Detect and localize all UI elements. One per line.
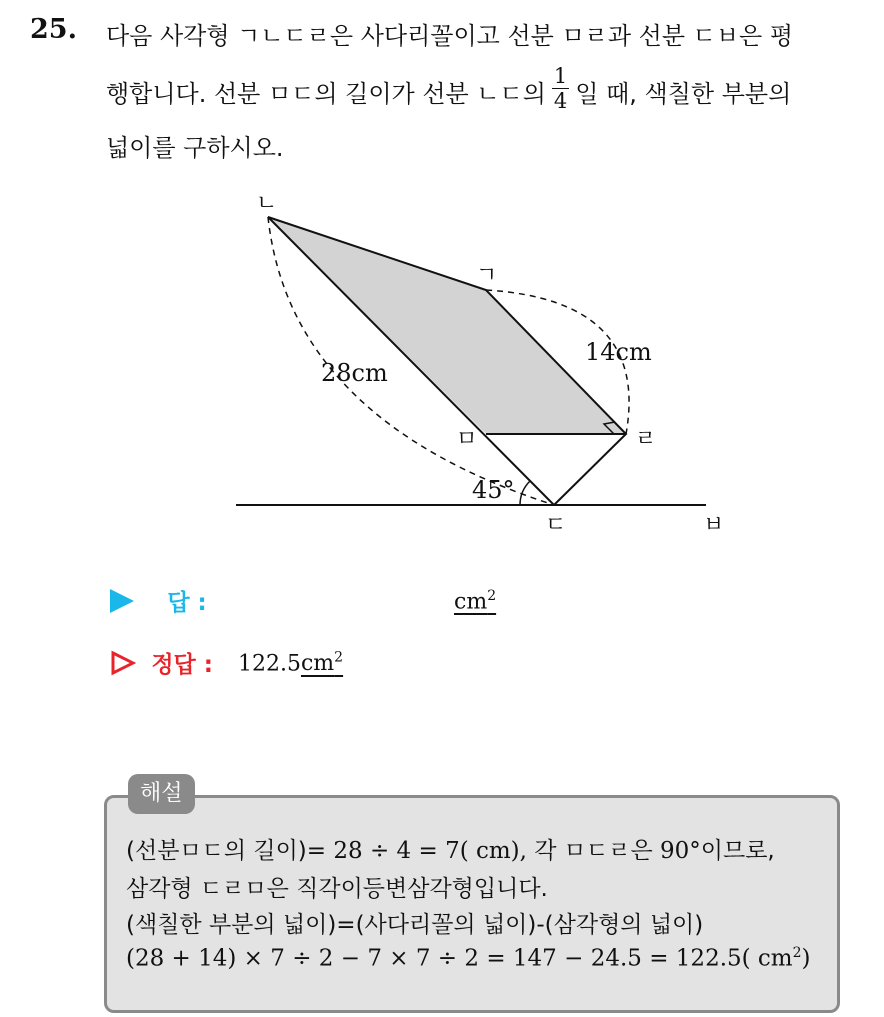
question-text-line2-after: 일 때, 색칠한 부분의 bbox=[575, 80, 792, 108]
question-text-line2-before: 행합니다. 선분 ㅁㄷ의 길이가 선분 ㄴㄷ의 bbox=[106, 80, 546, 108]
explanation-line1-d: 90° bbox=[660, 838, 701, 864]
correct-answer-value bbox=[238, 650, 343, 676]
length-label-28cm: 28cm bbox=[321, 359, 388, 387]
vertex-label-b: ㅂ bbox=[703, 513, 725, 538]
explanation-line4-close: ) bbox=[801, 945, 811, 972]
correct-answer-row bbox=[110, 646, 213, 679]
explanation-line1-c: 각 ㅁㄷㄹ은 bbox=[534, 838, 653, 864]
shaded-region bbox=[268, 217, 626, 434]
explanation-line4-a: (28 + 14) × 7 ÷ 2 − 7 × 7 ÷ 2 = 147 − 24.5 = 122.5( cm bbox=[126, 945, 793, 972]
angle-label-45: 45° bbox=[472, 476, 515, 504]
explanation-tab: 해설 bbox=[128, 774, 195, 814]
answer-label: 답 : bbox=[167, 590, 207, 616]
vertex-label-m: ㅁ bbox=[456, 427, 478, 452]
vertex-label-n: ㄴ bbox=[256, 191, 278, 216]
explanation-line1-b: = 28 ÷ 4 = 7( cm), bbox=[306, 838, 527, 864]
explanation-line1-a: (선분ㅁㄷ의 길이) bbox=[126, 838, 307, 864]
correct-answer-unit bbox=[301, 651, 343, 676]
explanation-line3: (색칠한 부분의 넓이)=(사다리꼴의 넓이)-(삼각형의 넓이) bbox=[126, 912, 704, 938]
explanation-line1-e: 이므로, bbox=[700, 838, 775, 864]
length-label-14cm: 14cm bbox=[585, 338, 652, 366]
correct-answer-unit-exp: 2 bbox=[334, 650, 344, 666]
fraction-numerator: 1 bbox=[553, 63, 568, 88]
correct-answer-label: 정답 : bbox=[151, 652, 213, 678]
explanation-line4 bbox=[126, 945, 811, 972]
answer-unit[interactable] bbox=[454, 588, 496, 614]
vertex-label-d: ㄷ bbox=[545, 513, 567, 538]
vertex-label-r: ㄹ bbox=[635, 427, 657, 452]
answer-unit-exp: 2 bbox=[487, 588, 497, 604]
explanation-box bbox=[104, 795, 840, 1013]
correct-answer-number: 122.5 bbox=[238, 651, 301, 677]
answer-marker-icon bbox=[110, 589, 134, 613]
explanation-line4-exp: 2 bbox=[792, 945, 802, 961]
question-number: 25. bbox=[30, 14, 77, 45]
answer-row bbox=[110, 584, 207, 617]
fraction-denominator: 4 bbox=[553, 88, 568, 113]
question-text-line1: 다음 사각형 ㄱㄴㄷㄹ은 사다리꼴이고 선분 ㅁㄹ과 선분 ㄷㅂ은 평 bbox=[106, 22, 793, 50]
explanation-line1 bbox=[126, 832, 775, 865]
vertex-label-g: ㄱ bbox=[476, 263, 498, 288]
question-text-line3: 넓이를 구하시오. bbox=[106, 134, 284, 162]
correct-answer-unit-text: cm bbox=[300, 651, 335, 677]
answer-unit-text: cm bbox=[454, 589, 488, 615]
explanation-line2: 삼각형 ㄷㄹㅁ은 직각이등변삼각형입니다. bbox=[126, 876, 548, 902]
correct-answer-marker-icon bbox=[110, 650, 136, 676]
